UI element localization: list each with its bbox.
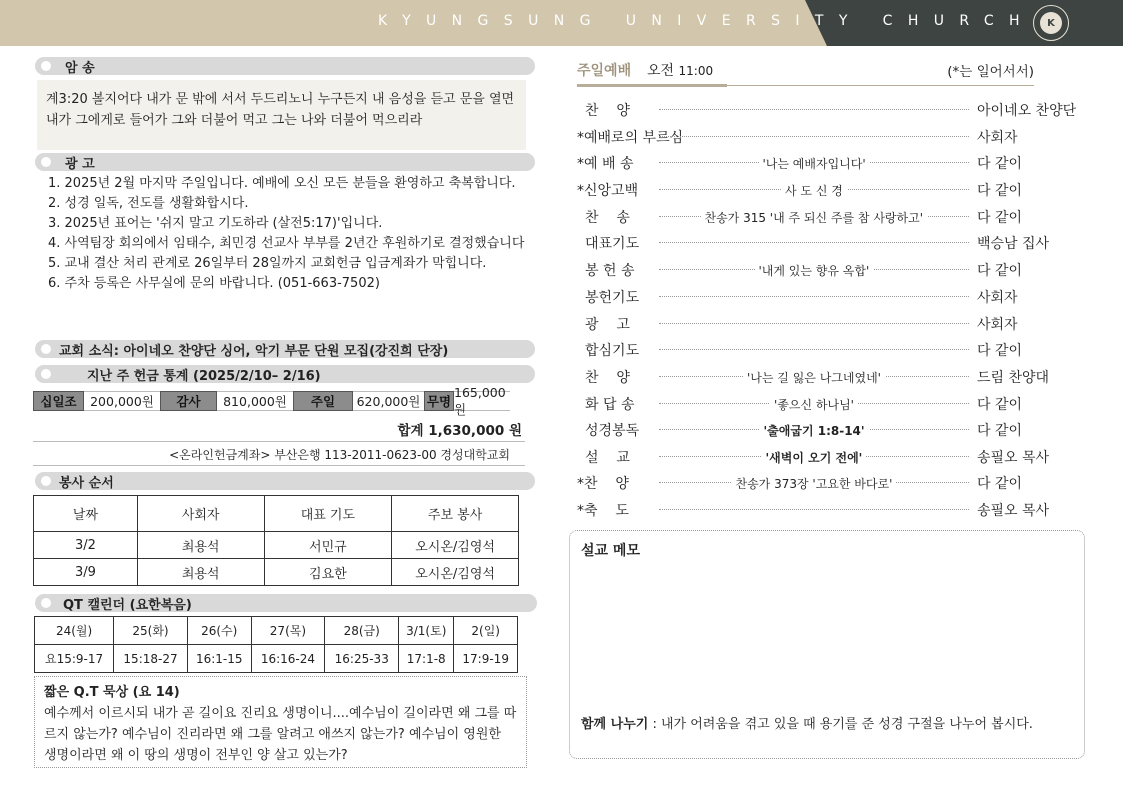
- recitation-verse: 계3:20 볼지어다 내가 문 밖에 서서 두드리노니 누구든지 내 음성을 듣고 문을 열면 내가 그에게로 들어가 그와 더불어 먹고 그는 나와 더불어 먹으리라: [37, 80, 526, 150]
- recitation-heading-label: 암 송: [65, 60, 95, 76]
- worship-order-item: [577, 153, 1087, 173]
- worship-order-item: [577, 180, 1087, 200]
- table-header-row: [34, 496, 519, 532]
- order-label: *찬 양: [577, 476, 629, 492]
- dotted-leader: [659, 349, 969, 350]
- offering-label: 주일: [293, 391, 353, 411]
- qt-day: 26(수): [187, 617, 251, 645]
- order-label: 대표기도: [585, 236, 640, 252]
- table-cell: 오시온/김영석: [392, 532, 519, 559]
- divider: [33, 441, 525, 442]
- offering-total: 합계 1,630,000 원: [397, 423, 522, 439]
- meditation-text: 예수께서 이르시되 내가 곧 길이요 진리요 생명이니....예수님이 길이라면 왜 그를 따르지 않는가? 예수님이 진리라면 왜 그를 알려고 애쓰지 않는가? 예수님이 영원한 생명이라면 왜 이 땅의 생명이 전부인 양 살고 있는가?: [44, 706, 517, 763]
- qt-day: 3/1(토): [399, 617, 454, 645]
- worship-order-item: [577, 314, 1087, 334]
- church-news-label: 교회 소식: 아이네오 찬양단 싱어, 악기 부문 단원 모집(강진희 단장): [59, 343, 449, 359]
- qt-calendar-table: [34, 616, 518, 673]
- column-header: 주보 봉사: [392, 496, 519, 532]
- meditation-title: 짧은 Q.T 묵상 (요 14): [44, 685, 180, 700]
- offering-value: 810,000원: [217, 391, 293, 411]
- announcement-item: 1. 2025년 2월 마지막 주일입니다. 예배에 오신 모든 분들을 환영하고 축복합니다.: [48, 176, 516, 191]
- order-label: 봉헌기도: [585, 290, 640, 306]
- dotted-leader: [659, 296, 969, 297]
- top-banner: [0, 0, 1123, 46]
- order-leader: 사회자: [977, 317, 1018, 333]
- seal-letter: K: [1040, 12, 1062, 34]
- announcement-list: [48, 174, 526, 294]
- order-leader: 아이네오 찬양단: [977, 103, 1077, 119]
- order-detail: '내게 있는 향유 옥합': [755, 262, 874, 279]
- order-leader: 드림 찬양대: [977, 370, 1050, 386]
- table-row: [35, 617, 518, 645]
- order-leader: 사회자: [977, 130, 1018, 146]
- announcement-item: 3. 2025년 표어는 '쉬지 말고 기도하라 (살전5:17)'입니다.: [48, 216, 383, 231]
- table-cell: 서민규: [264, 532, 392, 559]
- qt-passage: 16:25-33: [325, 645, 399, 673]
- qt-passage: 17:1-8: [399, 645, 454, 673]
- worship-header: [577, 58, 1034, 84]
- qt-calendar-heading: [35, 594, 537, 612]
- bullet-dot-icon: [41, 598, 51, 608]
- table-row: [34, 559, 519, 586]
- table-cell: 오시온/김영석: [392, 559, 519, 586]
- header-underline-accent: [577, 84, 727, 87]
- offering-heading: [35, 365, 535, 383]
- worship-order-item: [577, 420, 1087, 440]
- bullet-dot-icon: [41, 344, 51, 354]
- order-label: 화 답 송: [585, 397, 635, 413]
- offering-label: 무명: [424, 391, 454, 411]
- table-cell: 3/2: [34, 532, 138, 559]
- service-duty-heading-label: 봉사 순서: [59, 475, 114, 491]
- bullet-dot-icon: [41, 476, 51, 486]
- order-label: 성경봉독: [585, 423, 640, 439]
- order-leader: 송필오 목사: [977, 450, 1050, 466]
- qt-day: 28(금): [325, 617, 399, 645]
- announcements-heading-label: 광 고: [65, 156, 95, 172]
- qt-calendar-heading-label: QT 캘린더 (요한복음): [63, 597, 192, 613]
- bullet-dot-icon: [41, 369, 51, 379]
- service-name: 주일예배: [577, 63, 632, 79]
- table-cell: 3/9: [34, 559, 138, 586]
- order-label: *예 배 송: [577, 156, 634, 172]
- qt-meditation: [34, 676, 527, 768]
- worship-order-item: [577, 260, 1087, 280]
- announcement-item: 5. 교내 결산 처리 관계로 26일부터 28일까지 교회헌금 입금계좌가 막힙니다.: [48, 256, 487, 271]
- order-label: 광 고: [585, 317, 630, 333]
- table-row: [34, 532, 519, 559]
- column-header: 대표 기도: [264, 496, 392, 532]
- order-detail: '좋으신 하나님': [770, 396, 858, 413]
- offering-value: 620,000원: [353, 391, 424, 411]
- qt-day: 27(목): [251, 617, 325, 645]
- worship-order-item: [577, 367, 1087, 387]
- order-detail: '나는 길 잃은 나그네였네': [743, 369, 885, 386]
- church-news-heading: [35, 340, 535, 358]
- offering-label: 십일조: [33, 391, 84, 411]
- sermon-memo-box: [569, 530, 1085, 759]
- order-detail: '출애굽기 1:8-14': [760, 422, 869, 439]
- online-offering-account: <온라인헌금계좌> 부산은행 113-2011-0623-00 경성대학교회: [169, 448, 510, 462]
- service-duty-heading: [35, 472, 535, 490]
- qt-passage: 16:1-15: [187, 645, 251, 673]
- table-cell: 최용석: [137, 559, 264, 586]
- worship-order-item: [577, 207, 1087, 227]
- order-leader: 다 같이: [977, 183, 1023, 199]
- order-detail: '나는 예배자입니다': [759, 155, 870, 172]
- qt-passage: 16:16-24: [251, 645, 325, 673]
- offering-value: 200,000원: [84, 391, 160, 411]
- worship-order-item: [577, 100, 1087, 120]
- dotted-leader: [659, 242, 969, 243]
- qt-passage: 요15:9-17: [35, 645, 114, 673]
- dotted-leader: [659, 136, 969, 137]
- order-leader: 다 같이: [977, 210, 1023, 226]
- worship-order-item: [577, 473, 1087, 493]
- order-label: 합심기도: [585, 343, 640, 359]
- offering-stats: [33, 384, 510, 417]
- order-leader: 다 같이: [977, 397, 1023, 413]
- order-leader: 송필오 목사: [977, 503, 1050, 519]
- service-time: [647, 60, 713, 80]
- worship-order-item: [577, 447, 1087, 467]
- order-label: 봉 헌 송: [585, 263, 635, 279]
- order-leader: 다 같이: [977, 156, 1023, 172]
- qt-day: 24(월): [35, 617, 114, 645]
- recitation-heading: [35, 57, 535, 75]
- dotted-leader: [659, 509, 969, 510]
- worship-order-item: [577, 500, 1087, 520]
- church-title: KYUNGSUNG UNIVERSITY CHURCH: [378, 13, 1035, 29]
- table-row: [35, 645, 518, 673]
- offering-label: 감사: [160, 391, 217, 411]
- divider: [33, 465, 525, 466]
- table-cell: 김요한: [264, 559, 392, 586]
- standing-note: (*는 일어서서): [947, 64, 1034, 80]
- announcement-item: 6. 주차 등록은 사무실에 문의 바랍니다. (051-663-7502): [48, 276, 380, 291]
- order-detail: '새벽이 오기 전에': [762, 449, 867, 466]
- order-label: *축 도: [577, 503, 629, 519]
- header-underline: [727, 85, 1034, 86]
- share-together: [581, 713, 1033, 732]
- worship-order-item: [577, 127, 1087, 147]
- memo-title: 설교 메모: [581, 543, 640, 559]
- bullet-dot-icon: [41, 61, 51, 71]
- order-leader: 다 같이: [977, 263, 1023, 279]
- worship-order-item: [577, 287, 1087, 307]
- share-text: : 내가 어려움을 겪고 있을 때 용기를 준 성경 구절을 나누어 봅시다.: [648, 717, 1033, 732]
- dotted-leader: [659, 109, 969, 110]
- announcement-item: 2. 성경 일독, 전도를 생활화합시다.: [48, 196, 249, 211]
- service-time-value: 11:00: [678, 64, 714, 78]
- offering-value: 165,000원: [454, 391, 510, 411]
- offering-heading-label: 지난 주 헌금 통계 (2025/2/10– 2/16): [87, 368, 321, 384]
- order-label: *예배로의 부르심: [577, 130, 684, 146]
- column-header: 날짜: [34, 496, 138, 532]
- qt-day: 2(일): [454, 617, 518, 645]
- order-detail: 사 도 신 경: [781, 182, 847, 199]
- order-label: 설 교: [585, 450, 630, 466]
- share-label: 함께 나누기: [581, 717, 649, 732]
- worship-order-item: [577, 233, 1087, 253]
- service-duty-table: [33, 495, 519, 586]
- announcement-item: 4. 사역팀장 회의에서 임태수, 최민경 선교사 부부를 2년간 후원하기로 결정했습니다: [48, 236, 525, 251]
- order-leader: 다 같이: [977, 476, 1023, 492]
- order-label: 찬 양: [585, 370, 630, 386]
- order-leader: 다 같이: [977, 423, 1023, 439]
- bullet-dot-icon: [41, 157, 51, 167]
- qt-day: 25(화): [114, 617, 188, 645]
- qt-passage: 15:18-27: [114, 645, 188, 673]
- service-time-prefix: 오전: [647, 63, 675, 79]
- order-detail: 찬송가 315 '내 주 되신 주를 참 사랑하고': [701, 209, 928, 226]
- order-leader: 사회자: [977, 290, 1018, 306]
- worship-order-item: [577, 340, 1087, 360]
- order-label: *신앙고백: [577, 183, 639, 199]
- church-seal-logo: [1033, 5, 1069, 41]
- order-label: 찬 양: [585, 103, 630, 119]
- qt-passage: 17:9-19: [454, 645, 518, 673]
- order-leader: 백승남 집사: [977, 236, 1050, 252]
- dotted-leader: [659, 323, 969, 324]
- announcements-heading: [35, 153, 535, 171]
- table-cell: 최용석: [137, 532, 264, 559]
- order-detail: 찬송가 373장 '고요한 바다로': [732, 475, 897, 492]
- worship-order-item: [577, 394, 1087, 414]
- order-label: 찬 송: [585, 210, 630, 226]
- column-header: 사회자: [137, 496, 264, 532]
- order-leader: 다 같이: [977, 343, 1023, 359]
